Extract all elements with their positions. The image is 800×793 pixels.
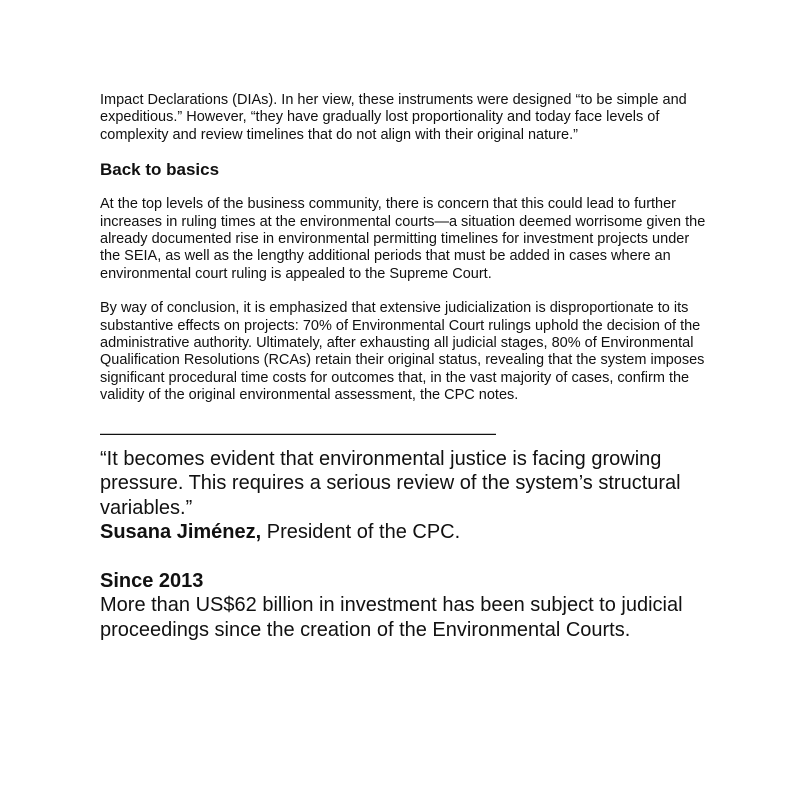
quote-role: President of the CPC.	[261, 521, 461, 544]
quote-divider: ——————————————————————	[100, 422, 496, 443]
pull-quote: “It becomes evident that environmental justice is facing growing pressure. This requires a serious review of the system’s structural variables.”	[100, 447, 681, 519]
since-heading: Since 2013	[100, 569, 204, 592]
paragraph-conclusion: By way of conclusion, it is emphasized that extensive judicialization is disproportionate to its substantive effects on projects: 70% of Environmental Court rulings uphold the decision of the administrative authority. Ultimately, after exhausting all judicial stages, 80% of Environmental Qualification Resolutions (RCAs) retain their original status, revealing that the system imposes significant procedural time costs for outcomes that, in the vast majority of cases, confirm the validity of the original environmental assessment, the CPC notes.	[100, 300, 705, 404]
quote-attribution	[100, 520, 710, 545]
paragraph-dias: Impact Declarations (DIAs). In her view, these instruments were designed “to be simple and expeditious.” However, “they have gradually lost proportionality and today face levels of complexity and review timelines that do not align with their original nature.”	[100, 92, 687, 143]
since-text: More than US$62 billion in investment has been subject to judicial proceedings since the creation of the Environmental Courts.	[100, 594, 683, 641]
section-heading-back-to-basics: Back to basics	[100, 160, 220, 180]
quote-author: Susana Jiménez,	[100, 521, 262, 544]
article-body	[100, 92, 710, 642]
paragraph-business-concern: At the top levels of the business community, there is concern that this could lead to further increases in ruling times at the environmental courts—a situation deemed worrisome given the already documented rise in environmental permitting timelines for investment projects under the SEIA, as well as the lengthy additional periods that must be added in cases where an environmental court ruling is appealed to the Supreme Court.	[100, 196, 706, 282]
